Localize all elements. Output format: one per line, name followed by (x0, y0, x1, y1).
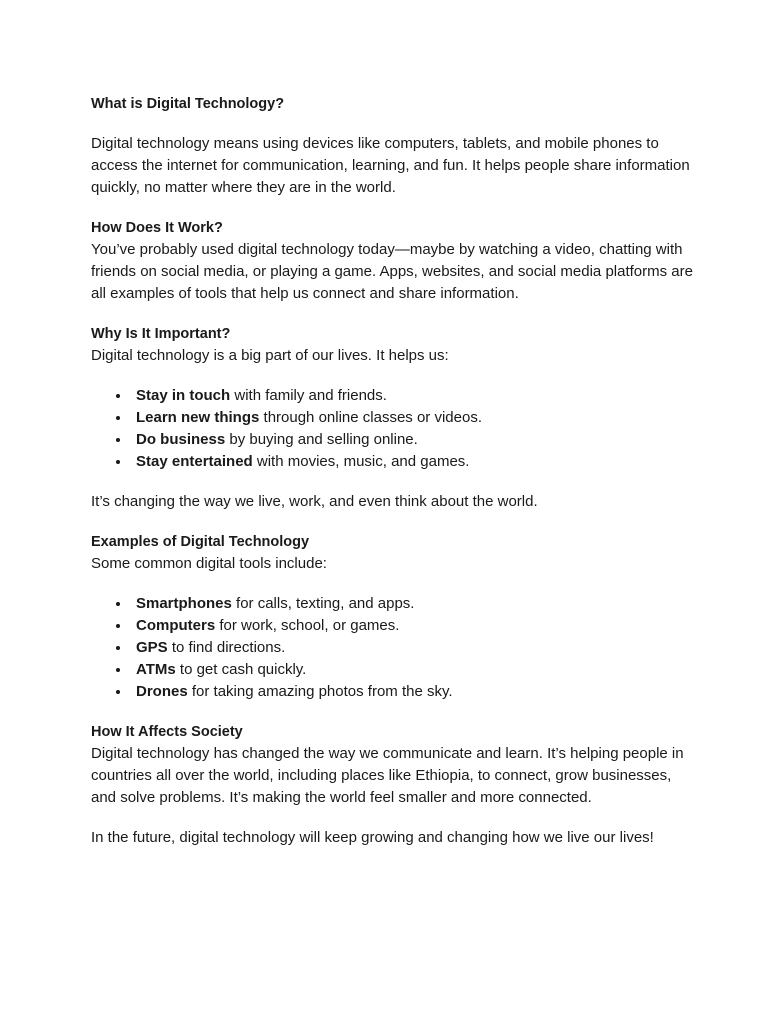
bullet-icon (116, 438, 120, 442)
list-item-bold: Stay in touch (136, 387, 231, 404)
list-item-bold: Stay entertained (136, 453, 253, 470)
list-item-bold: GPS (136, 639, 168, 656)
section-paragraph: Digital technology has changed the way we communicate and learn. It’s helping people in countries all over the world, including places like Ethiopia, to connect, grow businesses, and solve problems. It’s making the world feel smaller and more connected. (91, 745, 684, 806)
list-item (91, 659, 698, 681)
section-heading: How Does It Work? (91, 220, 223, 236)
list-item (91, 385, 698, 407)
section-paragraph: You’ve probably used digital technology today—maybe by watching a video, chatting with friends on social media, or playing a game. Apps, websites, and social media platforms are all examples of tools that help us connect and share information. (91, 241, 693, 302)
list-item (91, 407, 698, 429)
bullet-icon (116, 602, 120, 606)
list-item-bold: Drones (136, 683, 188, 700)
list-item-bold: Computers (136, 617, 216, 634)
list-item-bold: Smartphones (136, 595, 232, 612)
list-item (91, 451, 698, 473)
list-item-text: for calls, texting, and apps. (231, 595, 415, 612)
list-item-text: with movies, music, and games. (252, 453, 470, 470)
section-paragraph: In the future, digital technology will keep growing and changing how we live our lives! (91, 829, 654, 846)
list-item-text: by buying and selling online. (225, 431, 418, 448)
section-heading: How It Affects Society (91, 724, 243, 740)
list-item (91, 681, 698, 703)
bullet-icon (116, 646, 120, 650)
bullet-icon (116, 394, 120, 398)
bullet-list (91, 385, 698, 473)
section-intro: Digital technology is a big part of our lives. It helps us: (91, 347, 449, 364)
list-item-text: with family and friends. (230, 387, 387, 404)
section-outro: It’s changing the way we live, work, and even think about the world. (91, 493, 538, 510)
section-heading: What is Digital Technology? (91, 96, 285, 112)
list-item-text: through online classes or videos. (259, 409, 482, 426)
list-item-text: to get cash quickly. (175, 661, 307, 678)
bullet-list (91, 593, 698, 703)
list-item-bold: ATMs (136, 661, 176, 678)
list-item (91, 593, 698, 615)
list-item (91, 615, 698, 637)
list-item-text: for work, school, or games. (215, 617, 400, 634)
bullet-icon (116, 624, 120, 628)
list-item-text: to find directions. (167, 639, 286, 656)
section-heading: Examples of Digital Technology (91, 534, 310, 550)
list-item-text: for taking amazing photos from the sky. (187, 683, 453, 700)
list-item (91, 429, 698, 451)
list-item (91, 637, 698, 659)
section-intro: Some common digital tools include: (91, 555, 327, 572)
bullet-icon (116, 460, 120, 464)
bullet-icon (116, 690, 120, 694)
bullet-icon (116, 416, 120, 420)
bullet-icon (116, 668, 120, 672)
list-item-bold: Learn new things (136, 409, 260, 426)
section-paragraph: Digital technology means using devices like computers, tablets, and mobile phones to access the internet for communication, learning, and fun. It helps people share information quickly, no matter where they are in the world. (91, 135, 690, 196)
list-item-bold: Do business (136, 431, 226, 448)
section-heading: Why Is It Important? (91, 326, 231, 342)
